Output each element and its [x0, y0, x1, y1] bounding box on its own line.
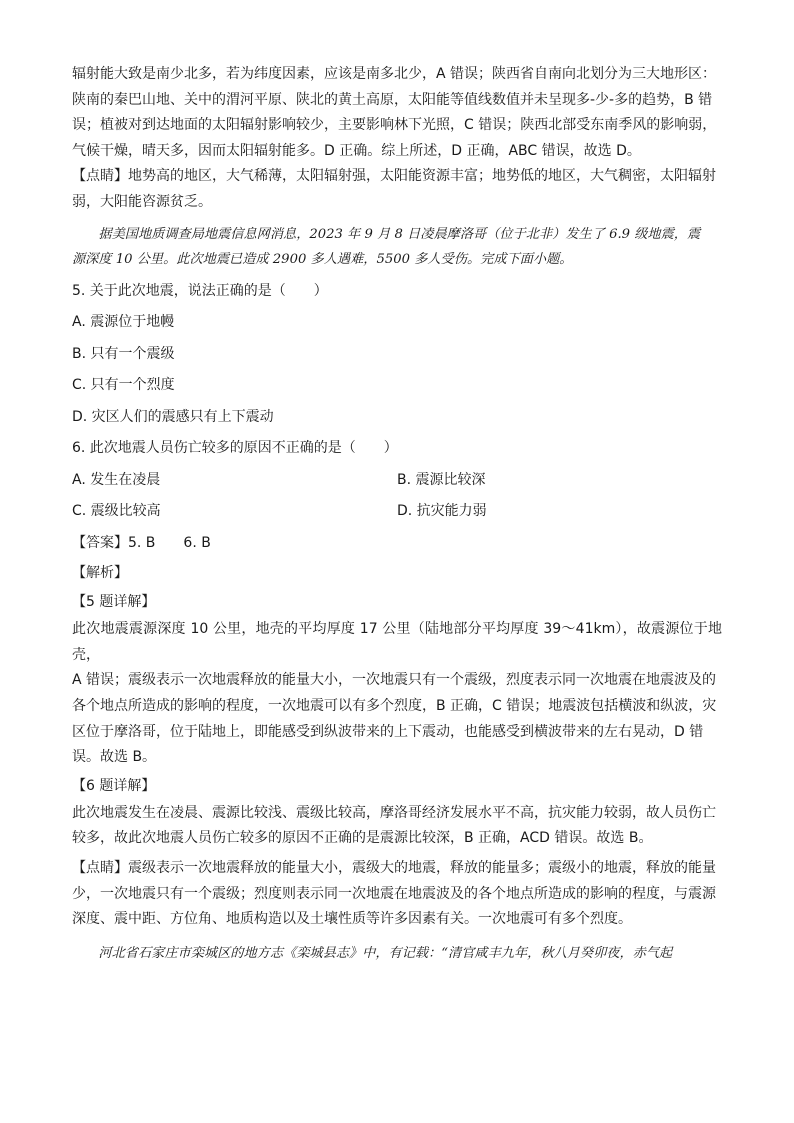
- option-b: B. 只有一个震级: [72, 345, 175, 362]
- detail-5: [72, 587, 722, 771]
- intro-paragraph: [72, 62, 722, 164]
- text-line: 各个地点所造成的影响的程度，一次地震可以有多个烈度，B 正确，C 错误；地震波包括横波和纵波，灾: [72, 698, 717, 715]
- text-line: 深度、震中距、方位角、地质构造以及土壤性质等许多因素有关。一次地震可有多个烈度。: [72, 911, 632, 928]
- text-line: 辐射能大致是南少北多，若为纬度因素，应该是南多北少，A 错误；陕西省自南向北划分为三大地形区：: [72, 66, 717, 82]
- option-c: C. 震级比较高: [72, 503, 161, 520]
- text-line: 河北省石家庄市栾城区的地方志《栾城县志》中，有记载：“清官咸丰九年，秋八月癸卯夜，赤气起: [98, 945, 673, 961]
- text-line: 此次地震发生在凌晨、震源比较浅、震级比较高，摩洛哥经济发展水平不高，抗灾能力较弱，故人员伤亡: [72, 804, 716, 821]
- text-line: 【点睛】震级表示一次地震释放的能量大小，震级大的地震，释放的能量多；震级小的地震，释放的能量: [72, 860, 716, 876]
- text-line: 少，一次地震只有一个震级；烈度则表示同一次地震在地震波及的各个地点所造成的影响的程度，与震源: [72, 885, 716, 902]
- point-note-1: [72, 164, 722, 215]
- point-note-2: [72, 856, 722, 933]
- option-c: C. 只有一个烈度: [72, 377, 175, 394]
- option-d: D. 灾区人们的震感只有上下震动: [72, 408, 274, 425]
- section-title: 【6 题详解】: [72, 777, 156, 794]
- option-b: B. 震源比较深: [397, 471, 486, 488]
- analysis-label: 【解析】: [72, 565, 128, 582]
- material-paragraph-2: [72, 941, 722, 967]
- text-line: 陕南的秦巴山地、关中的渭河平原、陕北的黄土高原，太阳能等值线数值并未呈现多-少-多的趋势，B 错: [72, 91, 713, 108]
- text-line: 【点睛】地势高的地区，大气稀薄，太阳辐射强，太阳能资源丰富；地势低的地区，大气稠密，太阳辐射: [72, 168, 716, 185]
- question-5: [72, 276, 722, 434]
- text-line: 此次地震震源深度 10 公里，地壳的平均厚度 17 公里（陆地部分平均厚度 39～41km），故震源位于地壳，: [72, 621, 722, 663]
- text-line: A 错误；震级表示一次地震释放的能量大小，一次地震只有一个震级，烈度表示同一次地震在地震波及的: [72, 672, 717, 689]
- option-row: [72, 465, 722, 497]
- text-line: 误；植被对到达地面的太阳辐射影响较少，主要影响林下光照，C 错误；陕西北部受东南季风的影响弱，: [72, 117, 717, 134]
- text-line: 区位于摩洛哥，位于陆地上，即能感受到纵波带来的上下震动，也能感受到横波带来的左右晃动，D 错: [72, 723, 704, 740]
- text-line: 误。故选 B。: [72, 749, 157, 766]
- section-title: 【5 题详解】: [72, 594, 156, 611]
- document-page: [72, 62, 722, 966]
- text-line: 源深度 10 公里。此次地震已造成 2900 多人遇难，5500 多人受伤。完成下面小题。: [72, 252, 573, 268]
- text-line: 弱，大阳能咨源贫乏。: [72, 193, 212, 210]
- option-d: D. 抗灾能力弱: [397, 503, 487, 520]
- text-line: 据美国地质调查局地震信息网消息，2023 年 9 月 8 日凌晨摩洛哥（位于北非）发生了 6.9 级地震，震: [98, 226, 701, 242]
- material-paragraph-1: [72, 222, 722, 273]
- text-line: 较多，故此次地震人员伤亡较多的原因不正确的是震源比较深，B 正确，ACD 错误。故选 B。: [72, 830, 653, 847]
- answer-line: 【答案】5. B 6. B: [72, 534, 211, 551]
- question-stem: 6. 此次地震人员伤亡较多的原因不正确的是（ ）: [72, 440, 398, 457]
- option-a: A. 震源位于地幔: [72, 314, 175, 331]
- option-row: [72, 496, 722, 528]
- detail-6: [72, 771, 722, 852]
- text-line: 气候干燥，晴天多，因而太阳辐射能多。D 正确。综上所述，D 正确，ABC 错误，故选 D。: [72, 142, 641, 159]
- option-a: A. 发生在凌晨: [72, 471, 161, 488]
- question-6: [72, 433, 722, 528]
- question-stem: 5. 关于此次地震，说法正确的是（ ）: [72, 282, 328, 299]
